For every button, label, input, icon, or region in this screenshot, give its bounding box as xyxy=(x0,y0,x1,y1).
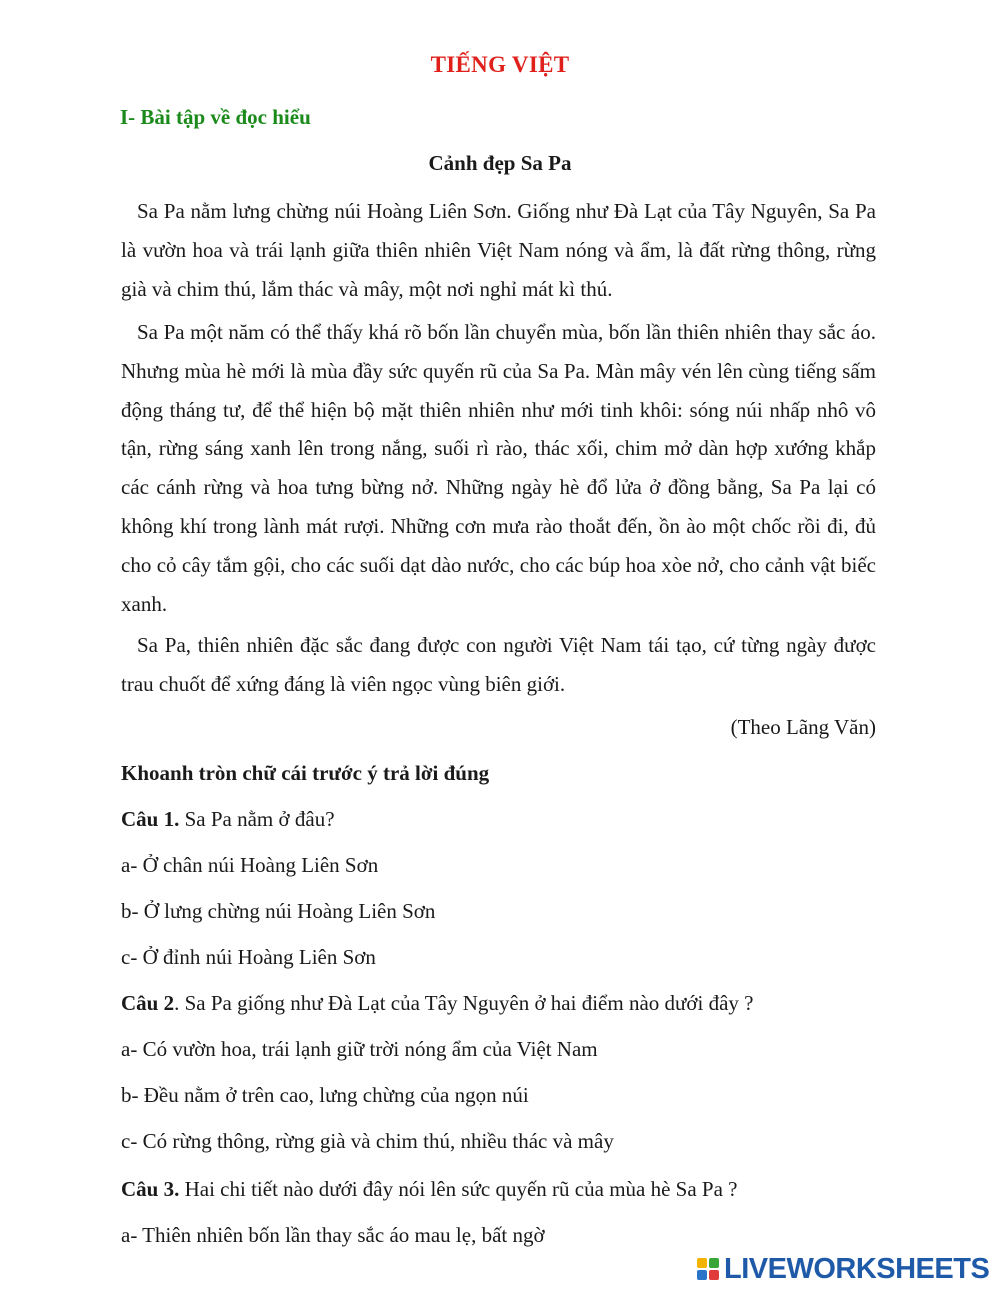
question-label: Câu 3. xyxy=(121,1177,180,1201)
question-1 xyxy=(121,807,335,832)
question-label: Câu 2 xyxy=(121,991,175,1015)
instruction-text: Khoanh tròn chữ cái trước ý trả lời đúng xyxy=(121,761,490,785)
story-source: (Theo Lãng Văn) xyxy=(730,715,876,739)
logo-text: LIVEWORKSHEETS xyxy=(724,1252,990,1285)
answer-option-3a[interactable]: a- Thiên nhiên bốn lần thay sắc áo mau lẹ, bất ngờ xyxy=(121,1223,545,1247)
story-title: Cảnh đẹp Sa Pa xyxy=(428,151,572,175)
question-2 xyxy=(121,991,753,1016)
answer-option-2c[interactable]: c- Có rừng thông, rừng già và chim thú, nhiều thác và mây xyxy=(121,1129,614,1153)
page-title: TIẾNG VIỆT xyxy=(430,52,570,77)
story-paragraph: Sa Pa, thiên nhiên đặc sắc đang được con người Việt Nam tái tạo, cứ từng ngày được trau chuốt để xứng đáng là viên ngọc vùng biên giới. xyxy=(121,633,876,696)
question-text: . Sa Pa giống như Đà Lạt của Tây Nguyên ở hai điểm nào dưới đây ? xyxy=(174,991,754,1015)
answer-option-1a[interactable]: a- Ở chân núi Hoàng Liên Sơn xyxy=(121,853,379,877)
question-3 xyxy=(121,1177,738,1202)
section-heading: I- Bài tập về đọc hiểu xyxy=(120,105,311,129)
instruction xyxy=(121,761,489,786)
liveworksheets-logo-icon xyxy=(697,1258,719,1280)
answer-option-2a[interactable]: a- Có vườn hoa, trái lạnh giữ trời nóng ẩm của Việt Nam xyxy=(121,1037,598,1061)
story-paragraph: Sa Pa một năm có thể thấy khá rõ bốn lần chuyển mùa, bốn lần thiên nhiên thay sắc áo. Nhưng mùa hè mới là mùa đầy sức quyến rũ của Sa Pa. Màn mây vén lên cùng tiếng sấm động tháng tư, để thể hiện bộ mặt thiên nhiên như mới tinh khôi: sóng núi nhấp nhô vô tận, rừng sáng xanh lên trong nắng, suối rì rào, thác xối, chim mở dàn hợp xướng khắp các cánh rừng và hoa tưng bừng nở. Những ngày hè đổ lửa ở đồng bằng, Sa Pa lại có không khí trong lành mát rượi. Những cơn mưa rào thoắt đến, ồn ào một chốc rồi đi, đủ cho cỏ cây tắm gội, cho các suối dạt dào nước, cho các búp hoa xòe nở, cho cảnh vật biếc xanh. xyxy=(121,320,876,616)
answer-option-2b[interactable]: b- Đều nằm ở trên cao, lưng chừng của ngọn núi xyxy=(121,1083,529,1107)
question-text: Hai chi tiết nào dưới đây nói lên sức quyến rũ của mùa hè Sa Pa ? xyxy=(179,1177,738,1201)
question-label: Câu 1. xyxy=(121,807,180,831)
question-text: Sa Pa nằm ở đâu? xyxy=(179,807,335,831)
liveworksheets-logo[interactable] xyxy=(697,1252,989,1286)
story-paragraph: Sa Pa nằm lưng chừng núi Hoàng Liên Sơn. Giống như Đà Lạt của Tây Nguyên, Sa Pa là vườn hoa và trái lạnh giữa thiên nhiên Việt Nam nóng và ẩm, là đất rừng thông, rừng già và chim thú, lắm thác và mây, một nơi nghỉ mát kì thú. xyxy=(121,199,876,301)
answer-option-1b[interactable]: b- Ở lưng chừng núi Hoàng Liên Sơn xyxy=(121,899,436,923)
answer-option-1c[interactable]: c- Ở đỉnh núi Hoàng Liên Sơn xyxy=(121,945,376,969)
